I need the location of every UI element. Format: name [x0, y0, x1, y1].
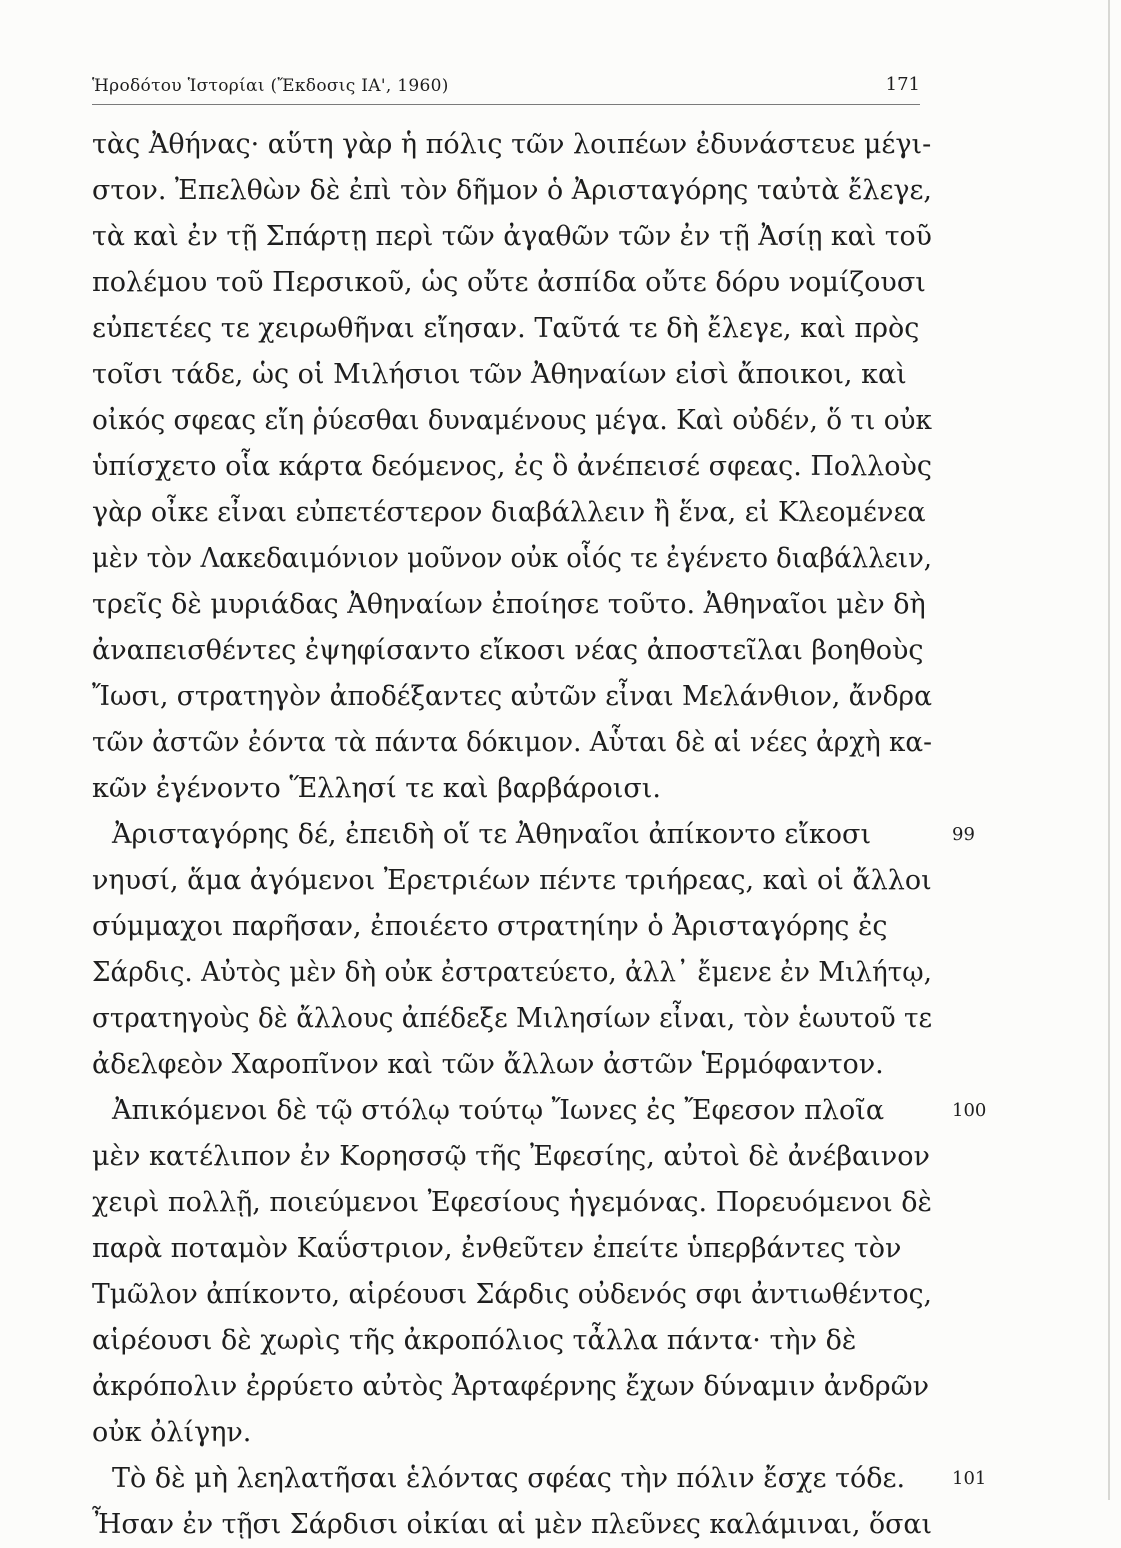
text-line — [92, 1502, 942, 1548]
running-head — [92, 74, 920, 105]
text-line — [92, 1088, 987, 1134]
chapter-number: 99 — [952, 824, 975, 845]
text-line — [92, 950, 942, 996]
text-line — [92, 628, 942, 674]
text-line — [92, 1410, 942, 1456]
text-line-content: Ἀρισταγόρης δέ, ἐπειδὴ οἵ τε Ἀθηναῖοι ἀπίκοντο εἴκοσι — [112, 819, 872, 850]
text-line — [92, 1364, 942, 1410]
text-line-content: τὰς Ἀθήνας· αὕτη γὰρ ἡ πόλις τῶν λοιπέων ἐδυνάστευε μέγι- — [92, 129, 932, 160]
text-line — [92, 582, 942, 628]
text-line-content: νηυσί, ἅμα ἀγόμενοι Ἐρετριέων πέντε τριήρεας, καὶ οἱ ἄλλοι — [92, 865, 932, 896]
text-line — [92, 1272, 942, 1318]
text-line-content: Σάρδις. Αὐτὸς μὲν δὴ οὐκ ἐστρατεύετο, ἀλλ᾽ ἔμενε ἐν Μιλήτῳ, — [92, 957, 932, 988]
text-line-content: οἰκός σφεας εἴη ῥύεσθαι δυναμένους μέγα. Καὶ οὐδέν, ὅ τι οὐκ — [92, 405, 932, 436]
text-line-content: ἀδελφεὸν Χαροπῖνον καὶ τῶν ἄλλων ἀστῶν Ἑρμόφαντον. — [92, 1049, 884, 1080]
text-line — [92, 1134, 942, 1180]
text-line-content: οὐκ ὀλίγην. — [92, 1417, 252, 1448]
text-line-content: παρὰ ποταμὸν Καΰστριον, ἐνθεῦτεν ἐπείτε ὑπερβάντες τὸν — [92, 1233, 902, 1264]
text-line — [92, 674, 942, 720]
text-line — [92, 1180, 942, 1226]
text-line — [92, 1042, 942, 1088]
text-line-content: αἱρέουσι δὲ χωρὶς τῆς ἀκροπόλιος τἆλλα πάντα· τὴν δὲ — [92, 1325, 857, 1356]
text-line-content: σύμμαχοι παρῆσαν, ἐποιέετο στρατηίην ὁ Ἀρισταγόρης ἐς — [92, 911, 888, 942]
text-line-content: στον. Ἐπελθὼν δὲ ἐπὶ τὸν δῆμον ὁ Ἀρισταγόρης ταὐτὰ ἔλεγε, — [92, 175, 932, 206]
text-line-content: τρεῖς δὲ μυριάδας Ἀθηναίων ἐποίησε τοῦτο. Ἀθηναῖοι μὲν δὴ — [92, 589, 926, 620]
text-line-content: εὐπετέες τε χειρωθῆναι εἴησαν. Ταῦτά τε δὴ ἔλεγε, καὶ πρὸς — [92, 313, 920, 344]
text-line — [92, 720, 942, 766]
text-line-content: τοῖσι τάδε, ὡς οἱ Μιλήσιοι τῶν Ἀθηναίων εἰσὶ ἄποικοι, καὶ — [92, 359, 907, 390]
chapter-number: 101 — [952, 1468, 987, 1489]
text-line — [92, 306, 942, 352]
text-line — [92, 1318, 942, 1364]
text-line — [92, 766, 942, 812]
text-line — [92, 536, 942, 582]
text-line — [92, 260, 942, 306]
text-line-content: Τὸ δὲ μὴ λεηλατῆσαι ἑλόντας σφέας τὴν πόλιν ἔσχε τόδε. — [112, 1463, 906, 1494]
text-line-content: κῶν ἐγένοντο Ἕλλησί τε καὶ βαρβάροισι. — [92, 773, 661, 804]
text-line-content: χειρὶ πολλῇ, ποιεύμενοι Ἐφεσίους ἡγεμόνας. Πορευόμενοι δὲ — [92, 1187, 932, 1218]
text-line — [92, 444, 942, 490]
text-line — [92, 1226, 942, 1272]
text-line — [92, 352, 942, 398]
text-line-content: ἀκρόπολιν ἐρρύετο αὐτὸς Ἀρταφέρνης ἔχων δύναμιν ἀνδρῶν — [92, 1371, 929, 1402]
text-line — [92, 996, 942, 1042]
text-line-content: Ἴωσι, στρατηγὸν ἀποδέξαντες αὐτῶν εἶναι Μελάνθιον, ἄνδρα — [92, 681, 932, 712]
text-line-content: ἀναπεισθέντες ἐψηφίσαντο εἴκοσι νέας ἀποστεῖλαι βοηθοὺς — [92, 635, 924, 666]
text-line — [92, 1456, 987, 1502]
text-line-content: τῶν ἀστῶν ἐόντα τὰ πάντα δόκιμον. Αὗται δὲ αἱ νέες ἀρχὴ κα- — [92, 727, 932, 758]
text-line-content: ὑπίσχετο οἷα κάρτα δεόμενος, ἐς ὃ ἀνέπεισέ σφεας. Πολλοὺς — [92, 451, 932, 482]
text-line-content: γὰρ οἶκε εἶναι εὐπετέστερον διαβάλλειν ἢ ἕνα, εἰ Κλεομένεα — [92, 497, 926, 528]
page-number: 171 — [885, 74, 920, 95]
text-line-content: μὲν κατέλιπον ἐν Κορησσῷ τῆς Ἐφεσίης, αὐτοὶ δὲ ἀνέβαινον — [92, 1141, 930, 1172]
text-line — [92, 812, 975, 858]
text-line — [92, 490, 942, 536]
text-line-content: πολέμου τοῦ Περσικοῦ, ὡς οὔτε ἀσπίδα οὔτε δόρυ νομίζουσι — [92, 267, 926, 298]
text-line — [92, 858, 942, 904]
text-line-content: Ἀπικόμενοι δὲ τῷ στόλῳ τούτῳ Ἴωνες ἐς Ἔφεσον πλοῖα — [112, 1095, 885, 1126]
text-line-content: στρατηγοὺς δὲ ἄλλους ἀπέδεξε Μιλησίων εἶναι, τὸν ἑωυτοῦ τε — [92, 1003, 933, 1034]
text-line — [92, 122, 942, 168]
text-line — [92, 398, 942, 444]
body-text — [92, 122, 987, 1548]
text-line — [92, 904, 942, 950]
text-line — [92, 214, 942, 260]
text-line — [92, 168, 942, 214]
chapter-number: 100 — [952, 1100, 987, 1121]
text-line-content: Ἦσαν ἐν τῇσι Σάρδισι οἰκίαι αἱ μὲν πλεῦνες καλάμιναι, ὅσαι — [92, 1509, 933, 1540]
text-line-content: μὲν τὸν Λακεδαιμόνιον μοῦνον οὐκ οἷός τε ἐγένετο διαβάλλειν, — [92, 543, 933, 574]
text-line-content: τὰ καὶ ἐν τῇ Σπάρτῃ περὶ τῶν ἀγαθῶν τῶν ἐν τῇ Ἀσίῃ καὶ τοῦ — [92, 221, 932, 252]
book-title: Ἡροδότου Ἱστορίαι (Ἔκδοσις ΙΑ', 1960) — [92, 76, 449, 96]
text-line-content: Τμῶλον ἀπίκοντο, αἱρέουσι Σάρδις οὐδενός σφι ἀντιωθέντος, — [92, 1279, 933, 1310]
